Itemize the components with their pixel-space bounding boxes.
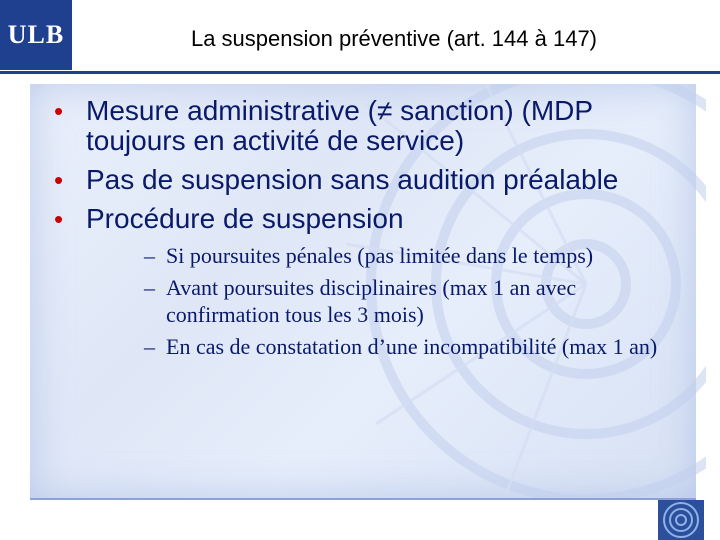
bullet-item bbox=[48, 165, 688, 195]
sub-bullet-item bbox=[136, 274, 688, 328]
shell-icon bbox=[658, 500, 704, 540]
bullet-dot-icon: • bbox=[54, 204, 64, 234]
dash-icon: – bbox=[144, 275, 155, 300]
bullet-item bbox=[48, 204, 688, 360]
bullet-item bbox=[48, 96, 688, 156]
bullet-text: Pas de suspension sans audition préalable bbox=[86, 164, 619, 195]
dash-icon: – bbox=[144, 243, 155, 268]
dash-icon: – bbox=[144, 334, 155, 359]
bullet-list bbox=[48, 96, 688, 360]
bullet-text: Procédure de suspension bbox=[86, 203, 404, 234]
sub-bullet-text: Si poursuites pénales (pas limitée dans le temps) bbox=[166, 243, 594, 268]
logo-text: ULB bbox=[7, 20, 65, 49]
sub-bullet-text: Avant poursuites disciplinaires (max 1 an avec confirmation tous les 3 mois) bbox=[166, 275, 577, 327]
bullet-dot-icon: • bbox=[54, 96, 64, 126]
title-divider bbox=[0, 71, 720, 74]
bullet-dot-icon: • bbox=[54, 165, 64, 195]
ulb-logo bbox=[0, 0, 72, 70]
slide-title: La suspension préventive (art. 144 à 147) bbox=[190, 26, 598, 51]
sub-bullet-item bbox=[136, 333, 688, 360]
slide-content bbox=[48, 96, 688, 369]
bullet-text: Mesure administrative (≠ sanction) (MDP toujours en activité de service) bbox=[86, 95, 593, 156]
footer-divider bbox=[30, 498, 696, 500]
sub-bullet-item bbox=[136, 242, 688, 269]
sub-bullet-text: En cas de constatation d’une incompatibilité (max 1 an) bbox=[166, 334, 658, 359]
sub-bullet-list bbox=[136, 242, 688, 360]
